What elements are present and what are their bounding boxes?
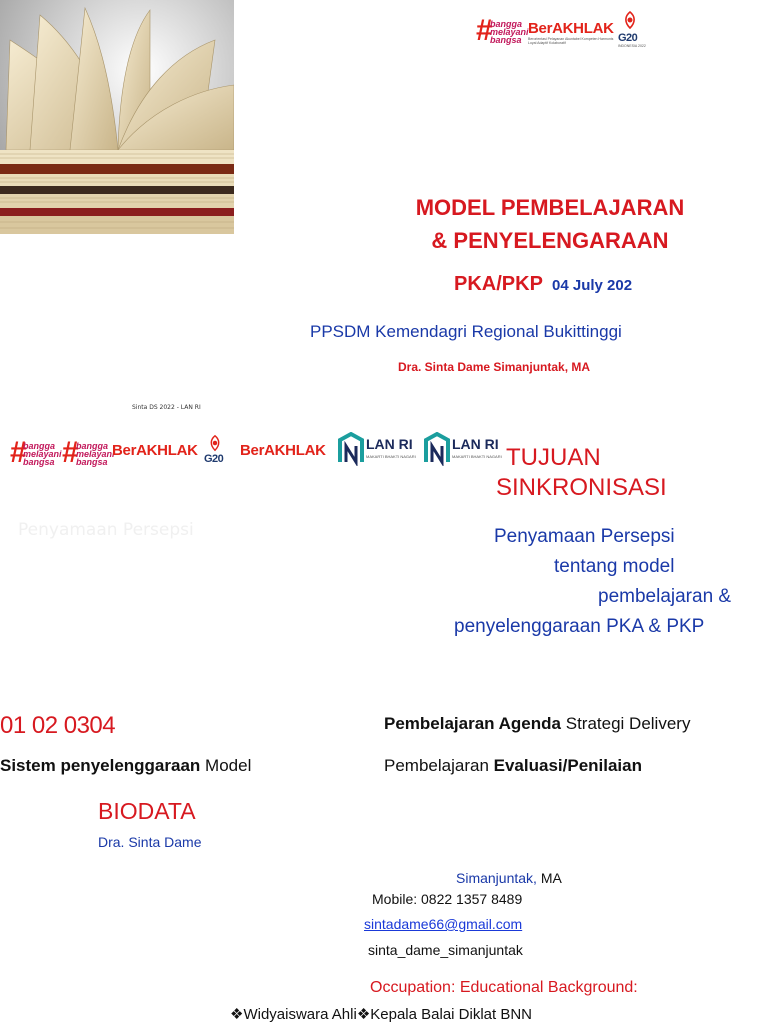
- lan-ri-logo: LAN RI MAKARTI BHAKTI NAGARI: [422, 432, 452, 466]
- header-logo-group: [476, 10, 766, 50]
- presentation-date: 04 July 202: [552, 277, 633, 294]
- berakhlak-logo: BerAKHLAK Berorientasi Pelayanan Akuntabel Kompeten Harmonis Loyal Adaptif Kolaboratif: [528, 20, 614, 45]
- hashtag-logo: #: [476, 14, 493, 47]
- berakhlak-logo: BerAKHLAK: [240, 442, 326, 459]
- berakhlak-logo: BerAKHLAK: [112, 442, 198, 459]
- biodata-name-part2: Simanjuntak, MA: [456, 870, 562, 886]
- faded-watermark-text: Penyamaan Persepsi: [18, 520, 194, 540]
- slide-footer-note: Sinta DS 2022 - LAN RI: [132, 404, 201, 411]
- program-code: PKA/PKP: [454, 273, 543, 295]
- objective-line-1: Penyamaan Persepsi: [494, 526, 675, 547]
- agenda-numbers: 01 02 0304: [0, 712, 116, 739]
- lan-ri-logo: LAN RI MAKARTI BHAKTI NAGARI: [336, 432, 366, 466]
- objective-line-4: penyelenggaraan PKA & PKP: [454, 616, 705, 637]
- biodata-mobile: Mobile: 0822 1357 8489: [372, 891, 523, 907]
- logo-strip: [10, 430, 510, 474]
- objective-heading: TUJUAN SINKRONISASI: [496, 444, 667, 501]
- open-book-illustration: [0, 0, 234, 234]
- open-book-photo: [0, 0, 234, 234]
- email-link[interactable]: sintadame66@gmail.com: [364, 916, 523, 932]
- biodata-handle: sinta_dame_simanjuntak: [368, 942, 523, 958]
- hashtag-logo: #: [10, 436, 27, 469]
- biodata-heading: BIODATA: [98, 798, 196, 824]
- title-block: [370, 195, 730, 254]
- objective-line-2: tentang model: [554, 556, 675, 577]
- bangga-melayani-bangsa-logo: bangga melayani bangsa: [76, 441, 115, 467]
- lan-ri-emblem-icon: [336, 432, 366, 466]
- g20-logo: G20 INDONESIA 2022: [618, 10, 646, 48]
- biodata-occupation-line: Occupation: Educational Background:: [370, 979, 638, 996]
- g20-emblem-icon: [618, 10, 642, 30]
- agenda-item-strategy: Pembelajaran Agenda Strategi Delivery: [384, 714, 691, 733]
- title-line-1: MODEL PEMBELAJARAN: [415, 195, 685, 220]
- agenda-item-evaluation: Pembelajaran Evaluasi/Penilaian: [384, 756, 642, 775]
- title-line-2: & PENYELENGARAAN: [431, 228, 669, 253]
- presenter-name: Dra. Sinta Dame Simanjuntak, MA: [398, 360, 591, 374]
- biodata-roles: ❖Widyaiswara Ahli❖Kepala Balai Diklat BNN: [230, 1006, 533, 1023]
- institution-name: PPSDM Kemendagri Regional Bukittinggi: [310, 322, 622, 341]
- g20-emblem-icon: [204, 434, 226, 452]
- biodata-name-part1: Dra. Sinta Dame: [98, 834, 202, 850]
- bangga-melayani-bangsa-logo: bangga melayani bangsa: [23, 441, 62, 467]
- g20-logo: G20: [204, 434, 226, 465]
- hashtag-logo: #: [62, 436, 79, 469]
- agenda-item-system: Sistem penyelenggaraan Model: [0, 756, 252, 775]
- lan-ri-emblem-icon: [422, 432, 452, 466]
- bangga-melayani-bangsa-logo: bangga melayani bangsa: [490, 19, 529, 45]
- objective-line-3: pembelajaran &: [598, 586, 732, 607]
- title-line-3: [454, 273, 632, 296]
